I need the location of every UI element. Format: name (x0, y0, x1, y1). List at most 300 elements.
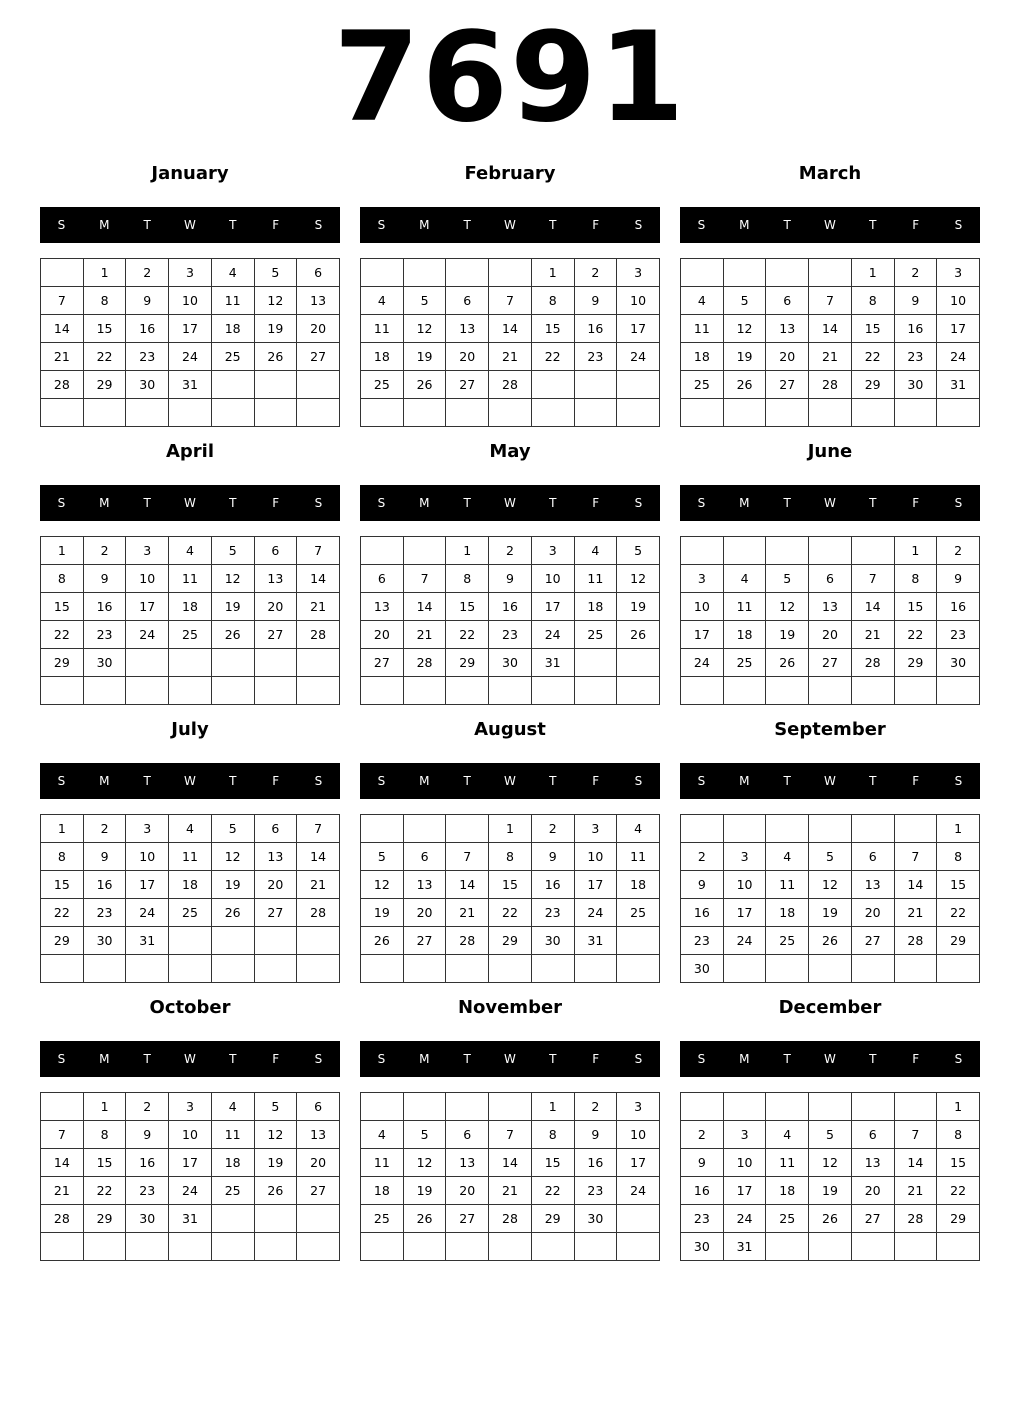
day-cell (169, 677, 212, 705)
weekday-label: T (869, 774, 877, 788)
week-row (681, 343, 980, 371)
day-cell (681, 537, 724, 565)
week-row (41, 1093, 340, 1121)
weekday-label: S (954, 496, 963, 510)
day-cell (809, 259, 852, 287)
weekday-label: S (57, 218, 66, 232)
month-name: July (171, 719, 209, 740)
day-cell: 29 (83, 1205, 126, 1233)
day-cell: 7 (41, 287, 84, 315)
day-cell: 16 (574, 315, 617, 343)
day-cell: 11 (766, 871, 809, 899)
day-cell: 29 (937, 1205, 980, 1233)
day-cell: 6 (766, 287, 809, 315)
day-cell: 21 (851, 621, 894, 649)
day-cell: 8 (83, 1121, 126, 1149)
weekday-label: S (634, 218, 643, 232)
weekday-label: M (99, 218, 110, 232)
month-name: December (778, 997, 882, 1018)
day-cell: 4 (681, 287, 724, 315)
week-row (681, 899, 980, 927)
day-cell (574, 371, 617, 399)
day-cell: 27 (254, 899, 297, 927)
day-cell: 1 (83, 259, 126, 287)
day-cell (894, 955, 937, 983)
day-cell: 7 (489, 1121, 532, 1149)
day-cell: 21 (297, 871, 340, 899)
day-cell: 28 (851, 649, 894, 677)
day-cell: 28 (894, 1205, 937, 1233)
day-cell: 17 (723, 1177, 766, 1205)
day-cell: 26 (403, 371, 446, 399)
day-cell (723, 955, 766, 983)
weekday-label: M (419, 496, 430, 510)
day-cell: 10 (169, 1121, 212, 1149)
day-cell (126, 677, 169, 705)
day-cell (766, 537, 809, 565)
day-cell: 21 (809, 343, 852, 371)
weekday-label: F (912, 774, 920, 788)
day-cell: 3 (723, 843, 766, 871)
day-cell (851, 537, 894, 565)
day-cell: 19 (809, 1177, 852, 1205)
day-cell: 25 (169, 899, 212, 927)
day-cell (894, 815, 937, 843)
day-cell (851, 399, 894, 427)
day-cell (723, 1093, 766, 1121)
weekday-label: M (419, 774, 430, 788)
day-cell: 11 (169, 565, 212, 593)
day-cell (126, 399, 169, 427)
day-cell (126, 1233, 169, 1261)
week-row (361, 1233, 660, 1261)
day-cell: 10 (723, 871, 766, 899)
day-cell (446, 259, 489, 287)
day-cell: 17 (126, 593, 169, 621)
day-cell (361, 955, 404, 983)
day-cell: 1 (937, 815, 980, 843)
day-cell: 21 (403, 621, 446, 649)
day-cell: 20 (254, 593, 297, 621)
day-cell (809, 1093, 852, 1121)
week-row (41, 593, 340, 621)
day-cell: 10 (617, 287, 660, 315)
day-cell: 28 (403, 649, 446, 677)
day-cell: 31 (723, 1233, 766, 1261)
day-cell: 24 (681, 649, 724, 677)
day-cell (211, 649, 254, 677)
day-cell: 14 (41, 1149, 84, 1177)
day-cell: 10 (681, 593, 724, 621)
day-cell: 22 (531, 343, 574, 371)
day-cell: 3 (169, 1093, 212, 1121)
day-cell: 15 (851, 315, 894, 343)
day-cell (83, 955, 126, 983)
weekday-label: S (57, 496, 66, 510)
day-cell: 7 (41, 1121, 84, 1149)
day-cell (681, 399, 724, 427)
day-cell: 28 (446, 927, 489, 955)
week-row (681, 1205, 980, 1233)
weekday-label: S (634, 774, 643, 788)
week-row (361, 621, 660, 649)
weekday-label: S (697, 774, 706, 788)
day-cell: 25 (681, 371, 724, 399)
day-cell (446, 677, 489, 705)
day-cell: 1 (851, 259, 894, 287)
day-cell: 4 (169, 815, 212, 843)
week-row (41, 371, 340, 399)
day-cell: 15 (83, 315, 126, 343)
day-cell: 16 (937, 593, 980, 621)
day-cell: 31 (574, 927, 617, 955)
day-cell (403, 259, 446, 287)
weekday-header (40, 763, 340, 799)
day-cell: 20 (446, 1177, 489, 1205)
week-row (681, 565, 980, 593)
day-cell: 13 (254, 565, 297, 593)
day-cell: 22 (83, 1177, 126, 1205)
day-grid (40, 536, 340, 705)
day-grid (40, 814, 340, 983)
day-cell: 22 (531, 1177, 574, 1205)
day-cell: 11 (574, 565, 617, 593)
day-cell (617, 1233, 660, 1261)
day-cell (723, 537, 766, 565)
day-cell: 26 (403, 1205, 446, 1233)
weekday-header (360, 207, 660, 243)
week-row (681, 815, 980, 843)
month-name: October (149, 997, 231, 1018)
day-cell: 22 (851, 343, 894, 371)
day-cell: 23 (574, 343, 617, 371)
weekday-label: M (99, 496, 110, 510)
day-cell (894, 677, 937, 705)
day-cell: 24 (531, 621, 574, 649)
day-cell: 5 (211, 815, 254, 843)
day-cell: 29 (894, 649, 937, 677)
day-cell: 21 (489, 343, 532, 371)
day-cell: 9 (83, 565, 126, 593)
weekday-label: F (912, 496, 920, 510)
day-cell: 5 (809, 843, 852, 871)
day-cell: 18 (681, 343, 724, 371)
day-cell (937, 1233, 980, 1261)
day-cell: 7 (403, 565, 446, 593)
day-cell: 13 (297, 287, 340, 315)
day-cell: 22 (41, 621, 84, 649)
week-row (361, 1149, 660, 1177)
day-cell: 24 (617, 1177, 660, 1205)
weekday-label: T (229, 774, 237, 788)
day-cell (446, 815, 489, 843)
day-cell (851, 677, 894, 705)
weekday-label: F (912, 218, 920, 232)
month-name: June (807, 441, 853, 462)
weekday-label: W (504, 774, 516, 788)
day-cell: 16 (83, 871, 126, 899)
day-cell (41, 955, 84, 983)
day-cell: 19 (254, 1149, 297, 1177)
day-cell: 22 (446, 621, 489, 649)
week-row (361, 1093, 660, 1121)
weekday-label: T (229, 218, 237, 232)
month-name: September (774, 719, 886, 740)
day-cell (809, 677, 852, 705)
week-row (681, 287, 980, 315)
day-cell: 11 (361, 315, 404, 343)
day-cell: 8 (83, 287, 126, 315)
day-cell: 7 (894, 1121, 937, 1149)
day-cell: 9 (894, 287, 937, 315)
day-cell: 14 (851, 593, 894, 621)
week-row (361, 843, 660, 871)
week-row (361, 815, 660, 843)
weekday-label: T (143, 496, 151, 510)
weekday-label: T (463, 1052, 471, 1066)
day-cell: 30 (489, 649, 532, 677)
day-cell: 19 (617, 593, 660, 621)
day-cell: 17 (723, 899, 766, 927)
day-cell (41, 399, 84, 427)
day-cell: 28 (41, 371, 84, 399)
day-cell: 30 (681, 955, 724, 983)
day-cell: 18 (617, 871, 660, 899)
day-cell: 21 (894, 1177, 937, 1205)
week-row (41, 1149, 340, 1177)
week-row (41, 621, 340, 649)
day-cell (446, 399, 489, 427)
weekday-label: M (99, 1052, 110, 1066)
weekday-label: T (869, 496, 877, 510)
day-cell: 3 (617, 259, 660, 287)
day-cell (723, 259, 766, 287)
day-cell: 11 (766, 1149, 809, 1177)
day-cell: 18 (361, 1177, 404, 1205)
day-cell: 1 (41, 537, 84, 565)
day-cell: 30 (126, 1205, 169, 1233)
week-row (41, 955, 340, 983)
day-cell: 26 (254, 343, 297, 371)
day-cell: 1 (41, 815, 84, 843)
weekday-header (360, 485, 660, 521)
day-cell: 25 (361, 371, 404, 399)
day-cell: 15 (894, 593, 937, 621)
day-cell: 5 (361, 843, 404, 871)
day-cell (531, 955, 574, 983)
day-cell: 27 (297, 1177, 340, 1205)
day-cell: 22 (894, 621, 937, 649)
day-cell: 15 (41, 593, 84, 621)
week-row (41, 1233, 340, 1261)
day-cell: 14 (297, 843, 340, 871)
day-cell: 9 (126, 1121, 169, 1149)
day-cell: 30 (126, 371, 169, 399)
day-cell: 24 (126, 899, 169, 927)
day-cell (531, 399, 574, 427)
day-cell: 7 (894, 843, 937, 871)
day-cell: 21 (297, 593, 340, 621)
weekday-header (680, 207, 980, 243)
day-cell (766, 955, 809, 983)
day-cell: 21 (489, 1177, 532, 1205)
day-cell: 13 (297, 1121, 340, 1149)
month-name: January (151, 163, 229, 184)
weekday-label: T (783, 774, 791, 788)
day-cell: 6 (809, 565, 852, 593)
day-cell: 10 (126, 843, 169, 871)
day-grid (360, 258, 660, 427)
day-cell: 20 (361, 621, 404, 649)
day-cell (403, 399, 446, 427)
day-cell (574, 955, 617, 983)
day-cell: 16 (531, 871, 574, 899)
day-cell (211, 927, 254, 955)
day-cell: 8 (446, 565, 489, 593)
week-row (361, 1205, 660, 1233)
day-cell: 13 (446, 315, 489, 343)
day-cell (809, 955, 852, 983)
day-cell: 31 (169, 371, 212, 399)
day-cell: 11 (211, 287, 254, 315)
week-row (41, 649, 340, 677)
day-cell: 14 (894, 871, 937, 899)
day-cell: 5 (254, 259, 297, 287)
day-cell: 30 (531, 927, 574, 955)
day-cell: 9 (681, 871, 724, 899)
day-cell: 25 (617, 899, 660, 927)
day-cell: 23 (126, 1177, 169, 1205)
day-cell: 4 (361, 287, 404, 315)
weekday-label: S (314, 1052, 323, 1066)
day-cell: 13 (851, 1149, 894, 1177)
weekday-label: S (954, 774, 963, 788)
day-cell: 26 (809, 1205, 852, 1233)
week-row (361, 871, 660, 899)
day-cell: 10 (937, 287, 980, 315)
day-cell: 5 (766, 565, 809, 593)
day-cell: 9 (574, 287, 617, 315)
day-cell (297, 927, 340, 955)
day-cell: 29 (489, 927, 532, 955)
day-cell: 9 (681, 1149, 724, 1177)
day-cell: 15 (531, 1149, 574, 1177)
day-cell: 6 (403, 843, 446, 871)
weekday-label: S (314, 218, 323, 232)
day-cell: 23 (937, 621, 980, 649)
day-cell: 11 (361, 1149, 404, 1177)
day-cell: 13 (766, 315, 809, 343)
weekday-label: T (869, 218, 877, 232)
day-cell: 8 (41, 843, 84, 871)
day-cell: 4 (723, 565, 766, 593)
weekday-label: W (504, 1052, 516, 1066)
week-row (681, 927, 980, 955)
day-cell: 4 (574, 537, 617, 565)
day-cell: 6 (446, 287, 489, 315)
day-grid (680, 258, 980, 427)
day-cell (531, 677, 574, 705)
day-cell: 26 (723, 371, 766, 399)
day-cell: 27 (446, 1205, 489, 1233)
weekday-label: M (739, 1052, 750, 1066)
day-cell: 13 (361, 593, 404, 621)
day-cell: 23 (531, 899, 574, 927)
day-cell: 12 (809, 1149, 852, 1177)
day-cell: 18 (211, 1149, 254, 1177)
week-row (361, 593, 660, 621)
week-row (361, 565, 660, 593)
day-cell: 2 (531, 815, 574, 843)
day-cell (403, 677, 446, 705)
weekday-label: S (954, 218, 963, 232)
day-cell: 3 (723, 1121, 766, 1149)
day-cell (361, 1233, 404, 1261)
day-cell: 5 (254, 1093, 297, 1121)
day-cell (489, 1233, 532, 1261)
week-row (41, 399, 340, 427)
week-row (361, 259, 660, 287)
day-cell (766, 259, 809, 287)
day-cell: 18 (169, 593, 212, 621)
day-cell: 7 (297, 815, 340, 843)
day-cell (403, 815, 446, 843)
week-row (361, 371, 660, 399)
day-cell: 26 (766, 649, 809, 677)
week-row (681, 537, 980, 565)
day-cell: 27 (361, 649, 404, 677)
week-row (361, 899, 660, 927)
month-name: April (165, 441, 215, 462)
day-cell: 4 (169, 537, 212, 565)
weekday-label: S (377, 496, 386, 510)
day-cell: 5 (617, 537, 660, 565)
weekday-label: S (697, 218, 706, 232)
day-cell (894, 1233, 937, 1261)
day-cell: 14 (403, 593, 446, 621)
weekday-label: W (184, 496, 196, 510)
day-cell: 4 (766, 1121, 809, 1149)
week-row (41, 843, 340, 871)
day-cell: 24 (169, 343, 212, 371)
day-cell: 21 (446, 899, 489, 927)
day-cell: 15 (937, 871, 980, 899)
day-grid (360, 814, 660, 983)
day-cell: 3 (681, 565, 724, 593)
day-cell (254, 399, 297, 427)
day-cell: 6 (254, 537, 297, 565)
day-cell (809, 399, 852, 427)
day-cell: 3 (937, 259, 980, 287)
weekday-label: W (504, 496, 516, 510)
weekday-label: T (143, 218, 151, 232)
day-cell: 8 (851, 287, 894, 315)
day-cell (361, 677, 404, 705)
day-cell: 29 (937, 927, 980, 955)
day-cell: 29 (41, 927, 84, 955)
day-cell (126, 955, 169, 983)
weekday-label: M (419, 218, 430, 232)
day-cell: 9 (574, 1121, 617, 1149)
day-cell: 25 (766, 927, 809, 955)
day-cell (169, 1233, 212, 1261)
day-cell: 4 (361, 1121, 404, 1149)
day-cell (254, 1205, 297, 1233)
day-cell: 17 (937, 315, 980, 343)
day-cell: 27 (297, 343, 340, 371)
day-cell (574, 677, 617, 705)
weekday-label: M (99, 774, 110, 788)
